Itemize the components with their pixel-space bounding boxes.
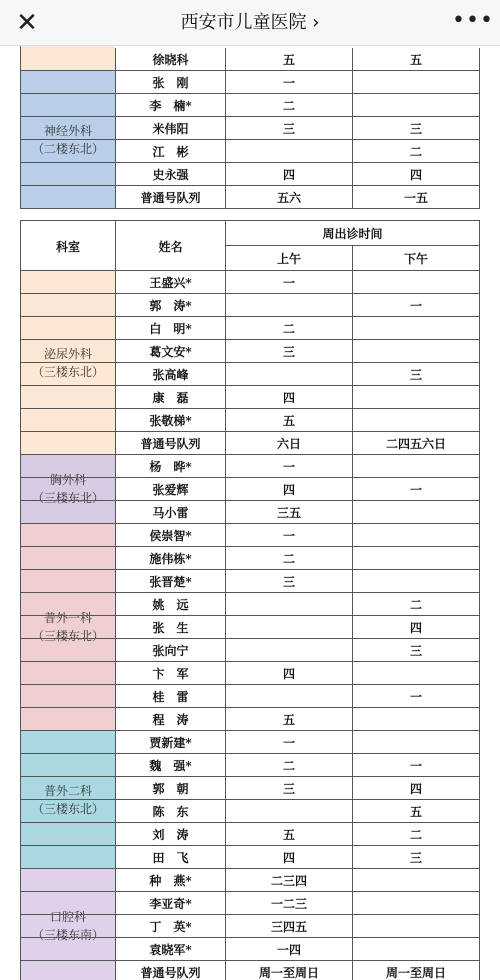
- table-row: [20, 140, 480, 163]
- more-icon[interactable]: •••: [452, 8, 494, 33]
- table-row: [20, 685, 480, 708]
- doctor-name: 马小雷: [115, 501, 225, 523]
- table-row: [20, 616, 480, 639]
- doctor-name: 张爱辉: [115, 478, 225, 500]
- am-clinic-days: 五六: [225, 186, 352, 208]
- doctor-name: 杨 晔*: [115, 455, 225, 477]
- dept-name: 泌尿外科: [43, 346, 92, 361]
- table-row: [20, 731, 480, 754]
- am-clinic-days: [225, 363, 352, 385]
- table-row: [20, 117, 480, 140]
- pm-clinic-days: [352, 915, 480, 937]
- header-name: 姓名: [115, 221, 225, 271]
- doctor-name: 李亚奇*: [115, 892, 225, 914]
- doctor-name: 史永强: [115, 163, 225, 185]
- doctor-name: 姚 远: [115, 593, 225, 615]
- table-row: [20, 340, 480, 363]
- dept-location: （三楼东南）: [31, 928, 104, 942]
- pm-clinic-days: [352, 501, 480, 523]
- doctor-name: 程 涛: [115, 708, 225, 730]
- am-clinic-days: [225, 800, 352, 822]
- doctor-name: 田 飞: [115, 846, 225, 868]
- am-clinic-days: 二: [225, 547, 352, 569]
- doctor-name: 施伟栋*: [115, 547, 225, 569]
- header-dept: 科室: [20, 221, 115, 271]
- pm-clinic-days: [352, 340, 480, 362]
- doctor-name: 普通号队列: [115, 186, 225, 208]
- am-clinic-days: 五: [225, 823, 352, 845]
- pm-clinic-days: [352, 94, 480, 116]
- am-clinic-days: 三: [225, 340, 352, 362]
- am-clinic-days: [225, 639, 352, 661]
- table-row: [20, 48, 480, 71]
- doctor-name: 普通号队列: [115, 432, 225, 454]
- pm-clinic-days: 二: [352, 823, 480, 845]
- doctor-name: 魏 强*: [115, 754, 225, 776]
- doctor-name: 陈 东: [115, 800, 225, 822]
- am-clinic-days: 一二三: [225, 892, 352, 914]
- am-clinic-days: 一: [225, 731, 352, 753]
- table-row: [20, 708, 480, 731]
- schedule-content[interactable]: [0, 46, 500, 980]
- pm-clinic-days: 三: [352, 639, 480, 661]
- pm-clinic-days: 二: [352, 140, 480, 162]
- doctor-name: 葛文安*: [115, 340, 225, 362]
- pm-clinic-days: [352, 317, 480, 339]
- am-clinic-days: [225, 294, 352, 316]
- doctor-name: 张晋楚*: [115, 570, 225, 592]
- pm-clinic-days: [352, 662, 480, 684]
- pm-clinic-days: 四: [352, 777, 480, 799]
- pm-clinic-days: 三: [352, 846, 480, 868]
- dept-location: （三楼东北）: [31, 364, 104, 379]
- doctor-name: 刘 涛: [115, 823, 225, 845]
- table-row: [20, 823, 480, 846]
- dept-location: （三楼东北）: [31, 629, 104, 643]
- am-clinic-days: 三四五: [225, 915, 352, 937]
- doctor-name: 种 燕*: [115, 869, 225, 891]
- table-row: [20, 294, 480, 317]
- am-clinic-days: 一: [225, 71, 352, 93]
- table-row: [20, 501, 480, 524]
- am-clinic-days: [225, 685, 352, 707]
- pm-clinic-days: 一: [352, 294, 480, 316]
- table-row: [20, 961, 480, 980]
- doctor-name: 贾新建*: [115, 731, 225, 753]
- doctor-name: 张敬梯*: [115, 409, 225, 431]
- table-row: [20, 163, 480, 186]
- doctor-name: 张高峰: [115, 363, 225, 385]
- table-row: [20, 846, 480, 869]
- doctor-name: 康 磊: [115, 386, 225, 408]
- pm-clinic-days: [352, 455, 480, 477]
- table-row: [20, 409, 480, 432]
- doctor-name: 桂 雷: [115, 685, 225, 707]
- table-row: [20, 94, 480, 117]
- pm-clinic-days: [352, 938, 480, 960]
- doctor-name: 张 刚: [115, 71, 225, 93]
- pm-clinic-days: 周一至周日: [352, 961, 480, 980]
- close-icon[interactable]: ✕: [16, 8, 38, 38]
- doctor-name: 郭 朝: [115, 777, 225, 799]
- schedule-table-main: [20, 220, 480, 980]
- doctor-name: 白 明*: [115, 317, 225, 339]
- table-row: [20, 800, 480, 823]
- table-row: [20, 593, 480, 616]
- table-row: [20, 570, 480, 593]
- table-row: [20, 547, 480, 570]
- doctor-name: 卞 军: [115, 662, 225, 684]
- table-row: [20, 386, 480, 409]
- pm-clinic-days: [352, 570, 480, 592]
- pm-clinic-days: 一: [352, 754, 480, 776]
- am-clinic-days: 一: [225, 455, 352, 477]
- pm-clinic-days: 一: [352, 478, 480, 500]
- table-row: [20, 455, 480, 478]
- pm-clinic-days: 四: [352, 163, 480, 185]
- table-row: [20, 363, 480, 386]
- table-row: [20, 478, 480, 501]
- am-clinic-days: [225, 593, 352, 615]
- table-row: [20, 186, 480, 209]
- pm-clinic-days: 三: [352, 117, 480, 139]
- pm-clinic-days: 五: [352, 48, 480, 70]
- am-clinic-days: 一: [225, 524, 352, 546]
- doctor-name: 丁 英*: [115, 915, 225, 937]
- pm-clinic-days: [352, 731, 480, 753]
- table-row: [20, 71, 480, 94]
- dept-name: 神经外科: [43, 123, 92, 138]
- am-clinic-days: [225, 616, 352, 638]
- dept-name: 口腔科: [49, 910, 86, 924]
- dept-name: 胸外科: [49, 473, 86, 487]
- am-clinic-days: 三五: [225, 501, 352, 523]
- am-clinic-days: 周一至周日: [225, 961, 352, 980]
- table-row: [20, 915, 480, 938]
- pm-clinic-days: 二: [352, 593, 480, 615]
- pm-clinic-days: [352, 869, 480, 891]
- am-clinic-days: 四: [225, 478, 352, 500]
- pm-clinic-days: [352, 892, 480, 914]
- doctor-name: 李 楠*: [115, 94, 225, 116]
- doctor-name: 普通号队列: [115, 961, 225, 980]
- am-clinic-days: 四: [225, 163, 352, 185]
- page-title: 西安市儿童医院 ›: [180, 12, 320, 33]
- am-clinic-days: [225, 140, 352, 162]
- pm-clinic-days: 一: [352, 685, 480, 707]
- doctor-name: 王盛兴*: [115, 271, 225, 293]
- doctor-name: 张向宁: [115, 639, 225, 661]
- am-clinic-days: 五: [225, 708, 352, 730]
- pm-clinic-days: [352, 409, 480, 431]
- dept-location: （三楼东北）: [31, 491, 104, 505]
- pm-clinic-days: [352, 271, 480, 293]
- am-clinic-days: 四: [225, 662, 352, 684]
- doctor-name: 郭 涛*: [115, 294, 225, 316]
- table-row: [20, 754, 480, 777]
- table-row: [20, 777, 480, 800]
- table-row: [20, 869, 480, 892]
- am-clinic-days: 三: [225, 117, 352, 139]
- am-clinic-days: 六日: [225, 432, 352, 454]
- am-clinic-days: 二三四: [225, 869, 352, 891]
- table-row: [20, 317, 480, 340]
- table-row: [20, 892, 480, 915]
- pm-clinic-days: 二四五六日: [352, 432, 480, 454]
- am-clinic-days: 一四: [225, 938, 352, 960]
- am-clinic-days: 五: [225, 409, 352, 431]
- table-row: [20, 662, 480, 685]
- pm-clinic-days: 四: [352, 616, 480, 638]
- dept-name: 普外二科: [43, 783, 92, 798]
- pm-clinic-days: 五: [352, 800, 480, 822]
- doctor-name: 徐晓科: [115, 48, 225, 70]
- pm-clinic-days: [352, 71, 480, 93]
- doctor-name: 侯崇智*: [115, 524, 225, 546]
- am-clinic-days: 四: [225, 386, 352, 408]
- am-clinic-days: 四: [225, 846, 352, 868]
- doctor-name: 江 彬: [115, 140, 225, 162]
- table-row: [20, 938, 480, 961]
- table-row: [20, 524, 480, 547]
- am-clinic-days: 二: [225, 754, 352, 776]
- table-header: [20, 221, 480, 271]
- am-clinic-days: 五: [225, 48, 352, 70]
- header-pm: 下午: [352, 246, 480, 271]
- dept-name: 普外一科: [43, 611, 92, 625]
- am-clinic-days: 三: [225, 570, 352, 592]
- am-clinic-days: 二: [225, 317, 352, 339]
- header-week: 周出诊时间: [225, 221, 480, 246]
- dept-location: （二楼东北）: [31, 141, 104, 156]
- header-am: 上午: [225, 246, 352, 271]
- table-row: [20, 639, 480, 662]
- doctor-name: 张 生: [115, 616, 225, 638]
- am-clinic-days: 二: [225, 94, 352, 116]
- top-bar: [0, 0, 500, 46]
- pm-clinic-days: 一五: [352, 186, 480, 208]
- pm-clinic-days: [352, 524, 480, 546]
- pm-clinic-days: [352, 708, 480, 730]
- am-clinic-days: 三: [225, 777, 352, 799]
- pm-clinic-days: 三: [352, 363, 480, 385]
- table-row: [20, 432, 480, 455]
- am-clinic-days: 一: [225, 271, 352, 293]
- dept-location: （三楼东北）: [31, 801, 104, 816]
- doctor-name: 袁晓军*: [115, 938, 225, 960]
- pm-clinic-days: [352, 386, 480, 408]
- table-row: [20, 271, 480, 294]
- pm-clinic-days: [352, 547, 480, 569]
- doctor-name: 米伟阳: [115, 117, 225, 139]
